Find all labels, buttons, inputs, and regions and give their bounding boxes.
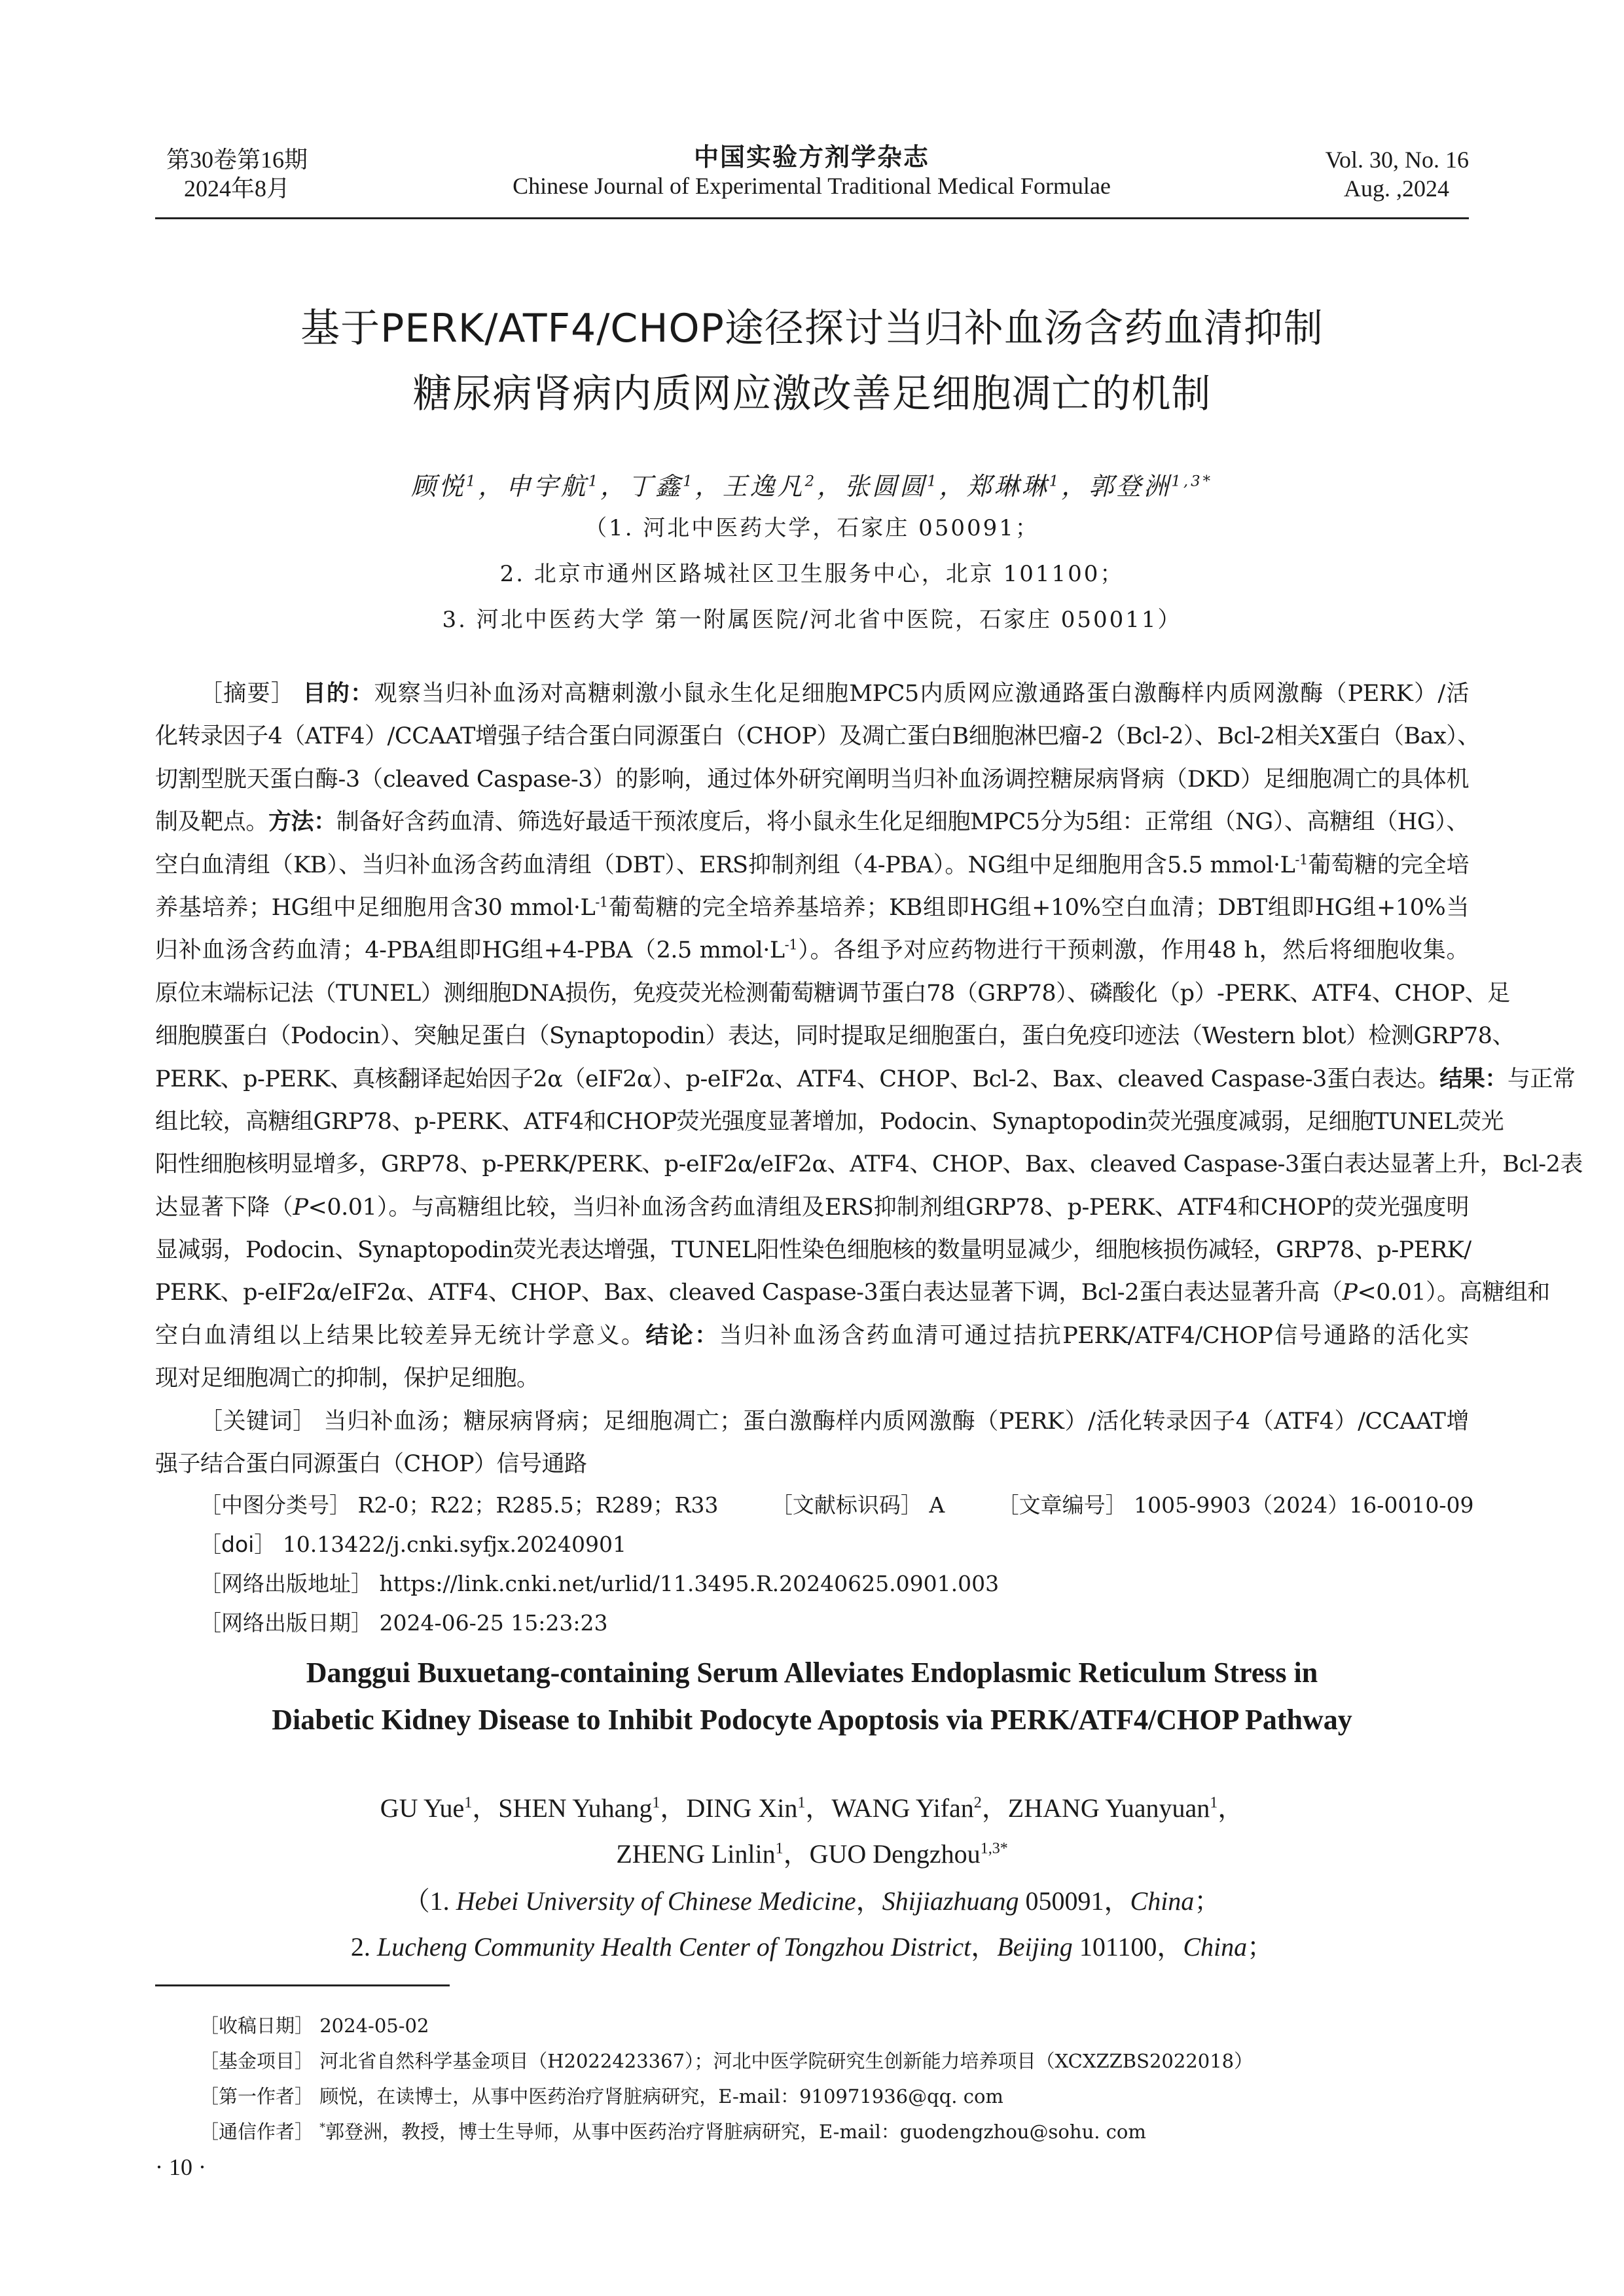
online-url-line	[155, 1564, 1469, 1604]
author	[1089, 472, 1213, 501]
footnote-fund	[155, 2043, 1469, 2079]
abstract-line: 阳性细胞核明显增多，GRP78、p-PERK/PERK、p-eIF2α/eIF2α、ATF4、CHOP、Bax、cleaved Caspase-3蛋白表达显著上升，Bcl-2表	[155, 1151, 1583, 1178]
authors-cn	[155, 468, 1469, 505]
title-cn-line2: 糖尿病肾病内质网应激改善足细胞凋亡的机制	[412, 371, 1212, 417]
author-name: GUO Dengzhou	[809, 1839, 981, 1869]
author	[411, 472, 506, 501]
author-name: ZHENG Linlin	[616, 1839, 776, 1869]
affiliation-en-2	[155, 1924, 1469, 1970]
received-value: 2024-05-02	[319, 2015, 429, 2037]
affil-num: 2.	[350, 1932, 377, 1962]
author-name: 顾悦	[411, 472, 467, 501]
header-rule	[155, 217, 1469, 219]
keywords-line	[155, 1401, 1469, 1443]
title-cn-line1: 基于PERK/ATF4/CHOP途径探讨当归补血汤含药血清抑制	[300, 306, 1324, 351]
author-affiliation-mark: 1	[1210, 1794, 1218, 1812]
author-separator: ，	[472, 1793, 499, 1823]
affiliation-en-1	[155, 1878, 1469, 1924]
author	[810, 1839, 1008, 1869]
author	[967, 472, 1089, 501]
online-url-label: ［网络出版地址］	[200, 1571, 372, 1597]
abstract-line: 组比较，高糖组GRP78、p-PERK、ATF4和CHOP荧光强度显著增加，Podocin、Synaptopodin荧光强度减弱，足细胞TUNEL荧光	[155, 1108, 1504, 1135]
affil-country: China	[1183, 1932, 1248, 1962]
conclusion-label: 结论：	[645, 1322, 719, 1349]
affil-institution: Lucheng Community Health Center of Tongzhou District	[376, 1932, 971, 1962]
affil-end: ；	[1194, 1886, 1221, 1916]
author-affiliation-mark: 1	[652, 1794, 660, 1812]
fund-label: ［基金项目］	[200, 2050, 314, 2072]
abstract-line	[155, 887, 1469, 929]
author	[831, 1793, 1007, 1823]
date-en: Aug. ,2024	[1344, 175, 1449, 202]
author-affiliation-mark: 1	[588, 473, 601, 490]
footnote-corresponding	[155, 2114, 1469, 2149]
method-label: 方法：	[268, 809, 336, 836]
online-date-label: ［网络出版日期］	[200, 1610, 372, 1636]
abstract-line	[155, 673, 1469, 715]
first-author-value: 顾悦，在读博士，从事中医药治疗肾脏病研究，E-mail：910971936@qq. com	[319, 2085, 1003, 2108]
affil-country: China	[1130, 1886, 1195, 1916]
author-name: 郑琳琳	[966, 472, 1049, 501]
online-date-value: 2024-06-25 15:23:23	[379, 1610, 608, 1636]
author	[686, 1793, 831, 1823]
abstract-text: 达显著下降（	[155, 1194, 293, 1221]
abstract-text: 观察当归补血汤对高糖刺激小鼠永生化足细胞MPC5内质网应激通路蛋白激酶样内质网激酶（PERK）/活	[374, 681, 1469, 707]
affiliation-cn-3: 3. 河北中医药大学 第一附属医院/河北省中医院，石家庄 050011）	[442, 607, 1182, 633]
author-affiliation-mark: 2	[973, 1794, 982, 1812]
affil-city: Beijing	[997, 1932, 1073, 1962]
footnote-received	[155, 2008, 1469, 2043]
abstract-line: 化转录因子4（ATF4）/CCAAT增强子结合蛋白同源蛋白（CHOP）及凋亡蛋白B细胞淋巴瘤-2（Bcl-2）、Bcl-2相关X蛋白（Bax）、	[155, 723, 1480, 750]
affil-sep: ，	[971, 1932, 998, 1962]
abstract-text: 制备好含药血清、筛选好最适干预浓度后，将小鼠永生化足细胞MPC5分为5组：正常组（NG）、高糖组（HG）、	[336, 809, 1469, 836]
affil-institution: Hebei University of Chinese Medicine	[456, 1886, 856, 1916]
author-name: 申宇航	[505, 472, 588, 501]
author-affiliation-mark: 1	[466, 473, 478, 490]
article-no-label: ［文章编号］	[997, 1492, 1127, 1518]
abstract-line: 显减弱，Podocin、Synaptopodin荧光表达增强，TUNEL阳性染色细胞核的数量明显减少，细胞核损伤减轻，GRP78、p-PERK/	[155, 1237, 1471, 1264]
author-affiliation-mark: 1,3*	[1171, 473, 1213, 490]
keywords-label: ［关键词］	[200, 1408, 316, 1435]
abstract-line	[155, 844, 1469, 887]
author-name: GU Yue	[380, 1793, 465, 1823]
keywords-line: 强子结合蛋白同源蛋白（CHOP）信号通路	[155, 1451, 587, 1478]
online-date-line	[155, 1604, 1469, 1643]
abstract-line: 细胞膜蛋白（Podocin）、突触足蛋白（Synaptopodin）表达，同时提取足细胞蛋白，蛋白免疫印迹法（Western blot）检测GRP78、	[155, 1023, 1515, 1050]
author-affiliation-mark: 2	[804, 473, 818, 490]
author-separator: ，	[1061, 472, 1089, 501]
abstract-text: 归补血汤含药血清；4-PBA组即HG组+4-PBA（2.5 mmol·L	[155, 937, 785, 964]
author-separator: ，	[805, 1793, 832, 1823]
abstract-text: 与正常	[1507, 1066, 1576, 1092]
author	[380, 1793, 499, 1823]
affil-end: ；	[1247, 1932, 1274, 1962]
author-affiliation-mark: 1	[464, 1794, 473, 1812]
corresponding-label: ［通信作者］	[200, 2121, 314, 2143]
abstract-text: 空白血清组（KB）、当归补血汤含药血清组（DBT）、ERS抑制剂组（4-PBA）。NG组中足细胞用含5.5 mmol·L	[155, 852, 1295, 878]
author-separator: ，	[817, 472, 845, 501]
abstract-text: PERK、p-eIF2α/eIF2α、ATF4、CHOP、Bax、cleaved Caspase-3蛋白表达显著下调，Bcl-2蛋白表达显著升高（	[155, 1280, 1343, 1306]
author-affiliation-mark: 1,3*	[980, 1840, 1008, 1857]
classification-line	[155, 1486, 1474, 1525]
author-separator: ，	[478, 472, 506, 501]
online-url-link[interactable]: https://link.cnki.net/urlid/11.3495.R.20240625.0901.003	[379, 1571, 1000, 1597]
result-label: 结果：	[1439, 1066, 1507, 1092]
author-separator: ，	[783, 1839, 810, 1869]
abstract-text: <0.01）。高糖组和	[1357, 1280, 1550, 1306]
abstract-text: 制及靶点。	[155, 809, 268, 836]
issue-cn: 第30卷第16期	[166, 147, 308, 173]
authors-en-line1	[155, 1785, 1469, 1831]
affil-sep: ，	[856, 1886, 882, 1916]
abstract	[155, 673, 1583, 1643]
author	[498, 1793, 686, 1823]
author	[506, 472, 628, 501]
objective-label: 目的：	[302, 681, 374, 707]
header-issue	[155, 145, 319, 203]
keywords-text: 当归补血汤；糖尿病肾病；足细胞凋亡；蛋白激酶样内质网激酶（PERK）/活化转录因子4（ATF4）/CCAAT增	[323, 1408, 1469, 1435]
page-number: · 10 ·	[155, 2154, 206, 2180]
abstract-text: ）。各组予对应药物进行干预刺激，作用48 h，然后将细胞收集。	[797, 937, 1469, 964]
volume-en: Vol. 30, No. 16	[1325, 147, 1469, 173]
header-journal	[419, 143, 1204, 200]
superscript: -1	[595, 894, 608, 910]
journal-name-en: Chinese Journal of Experimental Traditional Medical Formulae	[513, 173, 1111, 199]
fund-value: 河北省自然科学基金项目（H2022423367）；河北中医学院研究生创新能力培养项目（XCXZZBS2022018）	[319, 2050, 1254, 2072]
superscript: -1	[784, 937, 798, 953]
author-name: SHEN Yuhang	[498, 1793, 653, 1823]
abstract-line: 现对足细胞凋亡的抑制，保护足细胞。	[155, 1365, 539, 1392]
clc-label: ［中图分类号］	[200, 1492, 351, 1518]
author-affiliation-mark: 1	[683, 473, 695, 490]
title-cn	[155, 296, 1469, 427]
affil-postcode: 050091，	[1019, 1886, 1130, 1916]
affil-num: （1.	[403, 1886, 456, 1916]
footnotes	[155, 2008, 1469, 2149]
title-en	[155, 1649, 1469, 1744]
p-value-symbol: P	[1342, 1280, 1358, 1306]
abstract-text: <0.01）。与高糖组比较，当归补血汤含药血清组及ERS抑制剂组GRP78、p-PERK、ATF4和CHOP的荧光强度明	[308, 1194, 1469, 1221]
title-en-line1: Danggui Buxuetang-containing Serum Alleviates Endoplasmic Reticulum Stress in	[306, 1657, 1318, 1689]
author	[844, 472, 967, 501]
abstract-text: PERK、p-PERK、真核翻译起始因子2α（eIF2α）、p-eIF2α、ATF4、CHOP、Bcl-2、Bax、cleaved Caspase-3蛋白表达。	[155, 1066, 1440, 1092]
doc-code-label: ［文献标识码］	[770, 1492, 922, 1518]
article-no-value: 1005-9903（2024）16-0010-09	[1134, 1492, 1474, 1518]
doi-label: ［doi］	[200, 1532, 276, 1558]
doi-line	[155, 1525, 1469, 1564]
abstract-text: 当归补血汤含药血清可通过拮抗PERK/ATF4/CHOP信号通路的活化实	[719, 1322, 1469, 1349]
author-name: ZHANG Yuanyuan	[1007, 1793, 1210, 1823]
author-affiliation-mark: 1	[927, 473, 939, 490]
abstract-line	[155, 929, 1469, 972]
p-value-symbol: P	[293, 1194, 308, 1221]
abstract-line: 切割型胱天蛋白酶-3（cleaved Caspase-3）的影响，通过体外研究阐明当归补血汤调控糖尿病肾病（DKD）足细胞凋亡的具体机	[155, 766, 1469, 793]
first-author-label: ［第一作者］	[200, 2085, 314, 2108]
abstract-line: 原位末端标记法（TUNEL）测细胞DNA损伤，免疫荧光检测葡萄糖调节蛋白78（GRP78）、磷酸化（p）-PERK、ATF4、CHOP、足	[155, 980, 1510, 1007]
abstract-line	[155, 1058, 1576, 1101]
author-separator: ，	[981, 1793, 1008, 1823]
authors-en-line2	[155, 1831, 1469, 1877]
author	[628, 472, 723, 501]
abstract-text: 空白血清组以上结果比较差异无统计学意义。	[155, 1322, 646, 1349]
footnote-rule	[155, 1984, 450, 1986]
author-affiliation-mark: 1	[1049, 473, 1062, 490]
author-separator: ，	[660, 1793, 687, 1823]
author-name: 王逸凡	[722, 472, 805, 501]
abstract-label: ［摘要］	[200, 681, 295, 707]
author-name: 丁鑫	[628, 472, 683, 501]
author-name: 张圆圆	[844, 472, 928, 501]
author-affiliation-mark: 1	[797, 1794, 806, 1812]
author-separator: ，	[695, 472, 723, 501]
received-label: ［收稿日期］	[200, 2015, 314, 2037]
author-separator: ，	[600, 472, 628, 501]
author-separator: ，	[1218, 1793, 1244, 1823]
affiliation-cn-2: 2. 北京市通州区路城社区卫生服务中心，北京 101100；	[499, 561, 1125, 587]
abstract-line	[155, 1272, 1550, 1314]
abstract-text: 葡萄糖的完全培养基培养；KB组即HG组+10%空白血清；DBT组即HG组+10%当	[607, 894, 1469, 921]
abstract-text: 养基培养；HG组中足细胞用含30 mmol·L	[155, 894, 596, 921]
author	[616, 1839, 809, 1869]
author	[723, 472, 845, 501]
affiliation-cn-1: （1. 河北中医药大学，石家庄 050091；	[585, 515, 1039, 541]
author-separator: ，	[939, 472, 967, 501]
author-affiliation-mark: 1	[775, 1840, 784, 1857]
clc-value: R2-0；R22；R285.5；R289；R33	[357, 1492, 719, 1518]
asterisk: *	[319, 2121, 325, 2135]
superscript: -1	[1295, 851, 1308, 867]
affil-postcode: 101100，	[1072, 1932, 1183, 1962]
header-volume	[1312, 145, 1469, 203]
doi-link[interactable]: 10.13422/j.cnki.syfjx.20240901	[282, 1532, 626, 1558]
abstract-line	[155, 801, 1469, 844]
doc-code-value: A	[929, 1492, 945, 1518]
author-name: WANG Yifan	[831, 1793, 974, 1823]
author	[1008, 1793, 1244, 1823]
abstract-text: 葡萄糖的完全培	[1307, 852, 1469, 878]
abstract-line	[155, 1315, 1469, 1357]
abstract-line	[155, 1187, 1469, 1229]
journal-name-cn: 中国实验方剂学杂志	[693, 143, 929, 171]
title-en-line2: Diabetic Kidney Disease to Inhibit Podocyte Apoptosis via PERK/ATF4/CHOP Pathway	[272, 1704, 1352, 1736]
affil-city: Shijiazhuang	[882, 1886, 1019, 1916]
footnote-first-author	[155, 2079, 1469, 2114]
author-name: 郭登洲	[1089, 472, 1172, 501]
date-cn: 2024年8月	[183, 175, 290, 202]
author-name: DING Xin	[686, 1793, 798, 1823]
corresponding-value: 郭登洲，教授，博士生导师，从事中医药治疗肾脏病研究，E-mail：guodengzhou@sohu. com	[325, 2121, 1146, 2143]
